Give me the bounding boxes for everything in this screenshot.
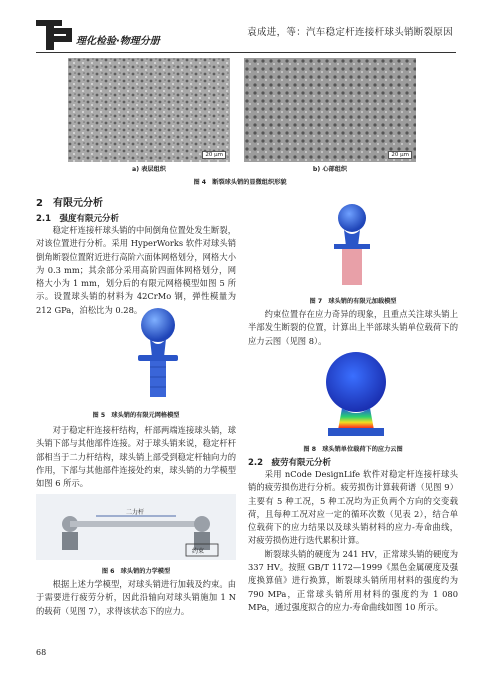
section-title: 2 有限元分析 bbox=[36, 198, 103, 209]
paragraph: 断裂球头销的硬度为 241 HV，正常球头销的硬度为 337 HV。按照 GB/T 1172—1999《黑色金属硬度及强度换算值》进行换算，断裂球头销所用材料的强度约为 790 MPa，正常球头销所用材料的强度约为 1 080 MPa，通过强度拟合的应力-寿命曲线如图 10 所示。 bbox=[248, 548, 458, 612]
subfigure-label: b) 心部组织 bbox=[312, 166, 348, 173]
figure-caption: 图 8 球头销单位载荷下的应力云图 bbox=[303, 446, 403, 453]
figure-mechanical-model bbox=[36, 494, 236, 560]
figure-mesh-model bbox=[120, 305, 200, 405]
figure-caption: 图 7 球头销的有限元加载模型 bbox=[309, 298, 397, 305]
body-column-left bbox=[36, 578, 236, 618]
scale-bar: 20 μm bbox=[388, 151, 412, 159]
running-title: 袁成进，等：汽车稳定杆连接杆球头销断裂原因 bbox=[247, 27, 453, 38]
constraint-label: 约束 bbox=[192, 548, 205, 555]
rod-label: 二力杆 bbox=[126, 509, 145, 516]
paragraph: 采用 nCode DesignLife 软件对稳定杆连接杆球头销的疲劳损伤进行分析。疲劳损伤计算载荷谱（见图 9）主要有 5 种工况，5 种工况均为正负两个方向的交变载荷，且每种工况对应一定的循环次数（见表 2），结合单位载荷下的应力结果以及球头销材料的应力-寿命曲线，对疲劳损伤进行迭代累积计算。 bbox=[248, 469, 458, 546]
subsection-title: 2.1 强度有限元分析 bbox=[36, 214, 120, 224]
subsection-title: 2.2 疲劳有限元分析 bbox=[248, 458, 332, 468]
subfigure-label: a) 表层组织 bbox=[132, 166, 166, 173]
journal-name: 理化检验·物理分册 bbox=[76, 36, 160, 47]
body-column-left bbox=[36, 224, 236, 317]
paragraph: 稳定杆连接杆球头销的中间倒角位置处发生断裂，对该位置进行分析。采用 HyperWorks 软件对球头销倒角断裂位置附近进行高阶六面体网格划分，网格大小为 0.3 mm；其余部分采用高阶四面体网格划分，网格大小为 1 mm，划分后的有限元网格模型如图 5 所示。设置球头销的材料为 42CrMo 钢，弹性模量为 212 GPa，泊松比为 0.28。 bbox=[36, 225, 236, 315]
body-column-right bbox=[248, 308, 458, 348]
micrograph-surface bbox=[68, 58, 230, 162]
figure-stress-contour bbox=[298, 350, 414, 440]
journal-logo bbox=[36, 18, 186, 52]
paragraph: 根据上述力学模型，对球头销进行加载及约束。由于需要进行疲劳分析，因此沿轴向对球头销施加 1 N 的载荷（见图 7），求得该状态下的应力。 bbox=[36, 579, 236, 616]
paragraph: 约束位置存在应力奇异的现象，且重点关注球头销上半部发生断裂的位置，计算出上半部球头销单位载荷下的应力云图（见图 8）。 bbox=[248, 309, 458, 346]
scale-bar: 20 μm bbox=[202, 151, 226, 159]
figure-caption: 图 5 球头销的有限元网格模型 bbox=[92, 412, 180, 419]
body-column-left bbox=[36, 424, 236, 490]
micrograph-core bbox=[244, 58, 416, 162]
figure-caption: 图 4 断裂球头销的显微组织形貌 bbox=[193, 179, 287, 186]
body-column-right bbox=[248, 468, 458, 614]
paragraph: 对于稳定杆连接杆结构，杆部两端连接球头销，球头销下部与其他部件连接。对于球头销来说，稳定杆杆部相当于二力杆结构，球头销上部受到稳定杆轴向力的作用，下部与其他部件连接处约束，球头销的力学模型如图 6 所示。 bbox=[36, 425, 236, 489]
figure-load-model bbox=[316, 200, 386, 290]
figure-caption: 图 6 球头销的力学模型 bbox=[101, 568, 171, 575]
page-number: 68 bbox=[36, 648, 47, 657]
header-rule bbox=[36, 52, 456, 53]
